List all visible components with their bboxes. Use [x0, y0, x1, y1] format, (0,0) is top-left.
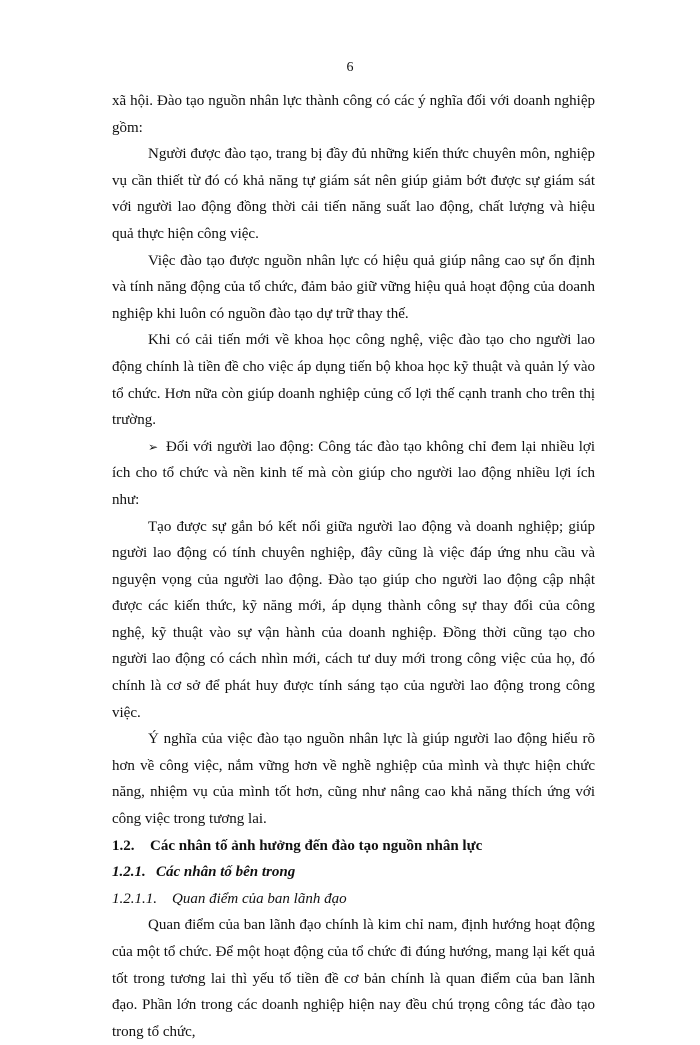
- heading-1-2: [112, 833, 595, 860]
- bullet-text: Đối với người lao động: Công tác đào tạo không chỉ đem lại nhiều lợi ích cho tổ chức và nền kinh tế mà còn giúp cho người lao động nhiều lợi ích như:: [112, 438, 595, 508]
- paragraph-leadership-view: Quan điểm của ban lãnh đạo chính là kim chỉ nam, định hướng hoạt động của một tổ chức. Để một hoạt động của tổ chức đi đúng hướng, mang lại kết quả tốt trong tương lai thì yếu tố tiền đề cơ bản chính là quan điểm của ban lãnh đạo. Phần lớn trong các doanh nghiệp hiện nay đều chú trọng công tác đào tạo trong tổ chức,: [112, 917, 595, 1040]
- paragraph-intro: xã hội. Đào tạo nguồn nhân lực thành công có các ý nghĩa đối với doanh nghiệp gồm:: [112, 93, 595, 136]
- heading-1-2-1-1-text: Quan điểm của ban lãnh đạo: [172, 890, 347, 907]
- paragraph-technology: Khi có cải tiến mới về khoa học công nghệ, việc đào tạo cho người lao động chính là tiền đề cho việc áp dụng tiến bộ khoa học kỹ thuật và quản lý vào tổ chức. Hơn nữa còn giúp doanh nghiệp củng cố lợi thế cạnh tranh cho trên thị trường.: [112, 332, 595, 429]
- paragraph-worker-benefits: Tạo được sự gắn bó kết nối giữa người lao động và doanh nghiệp; giúp người lao động có tính chuyên nghiệp, đây cũng là việc đáp ứng nhu cầu và nguyện vọng của người lao động. Đào tạo giúp cho người lao động cập nhật được các kiến thức, kỹ năng mới, áp dụng thành công sự thay đổi của công nghệ, kỹ thuật vào sự vận hành của doanh nghiệp. Đồng thời cũng tạo cho người lao động có cách nhìn mới, cách tư duy mới trong công việc của họ, đó chính là cơ sở để phát huy được tính sáng tạo của người lao động trong công việc.: [112, 518, 595, 721]
- bullet-paragraph-workers: [112, 434, 595, 514]
- heading-1-2-text: Các nhân tố ảnh hưởng đến đào tạo nguồn nhân lực: [150, 837, 483, 854]
- heading-1-2-1-number: 1.2.1.: [112, 864, 146, 881]
- document-body: [112, 88, 595, 1045]
- heading-1-2-1-1-number: 1.2.1.1.: [112, 890, 157, 907]
- heading-1-2-number: 1.2.: [112, 837, 135, 854]
- page-number: 6: [346, 60, 354, 75]
- heading-1-2-1-text: Các nhân tố bên trong: [156, 864, 296, 881]
- arrowhead-bullet-icon: ➢: [148, 439, 159, 454]
- heading-1-2-1-1: [112, 886, 595, 913]
- paragraph-meaning: Ý nghĩa của việc đào tạo nguồn nhân lực là giúp người lao động hiểu rõ hơn về công việc, nắm vững hơn về nghề nghiệp của mình và thực hiện chức năng, nhiệm vụ của mình tốt hơn, cũng như nâng cao khả năng thích ứng với công việc trong tương lai.: [112, 731, 595, 828]
- paragraph-skill-benefit: Người được đào tạo, trang bị đầy đủ những kiến thức chuyên môn, nghiệp vụ cần thiết từ đó có khả năng tự giám sát nên giúp giảm bớt được sự giám sát với người lao động đồng thời cải tiến năng suất lao động, chất lượng và hiệu quả thực hiện công việc.: [112, 146, 595, 242]
- paragraph-stability: Việc đào tạo được nguồn nhân lực có hiệu quả giúp nâng cao sự ổn định và tính năng động của tổ chức, đảm bảo giữ vững hiệu quả hoạt động của doanh nghiệp khi luôn có nguồn đào tạo dự trữ thay thế.: [112, 252, 595, 322]
- heading-1-2-1: [112, 859, 595, 886]
